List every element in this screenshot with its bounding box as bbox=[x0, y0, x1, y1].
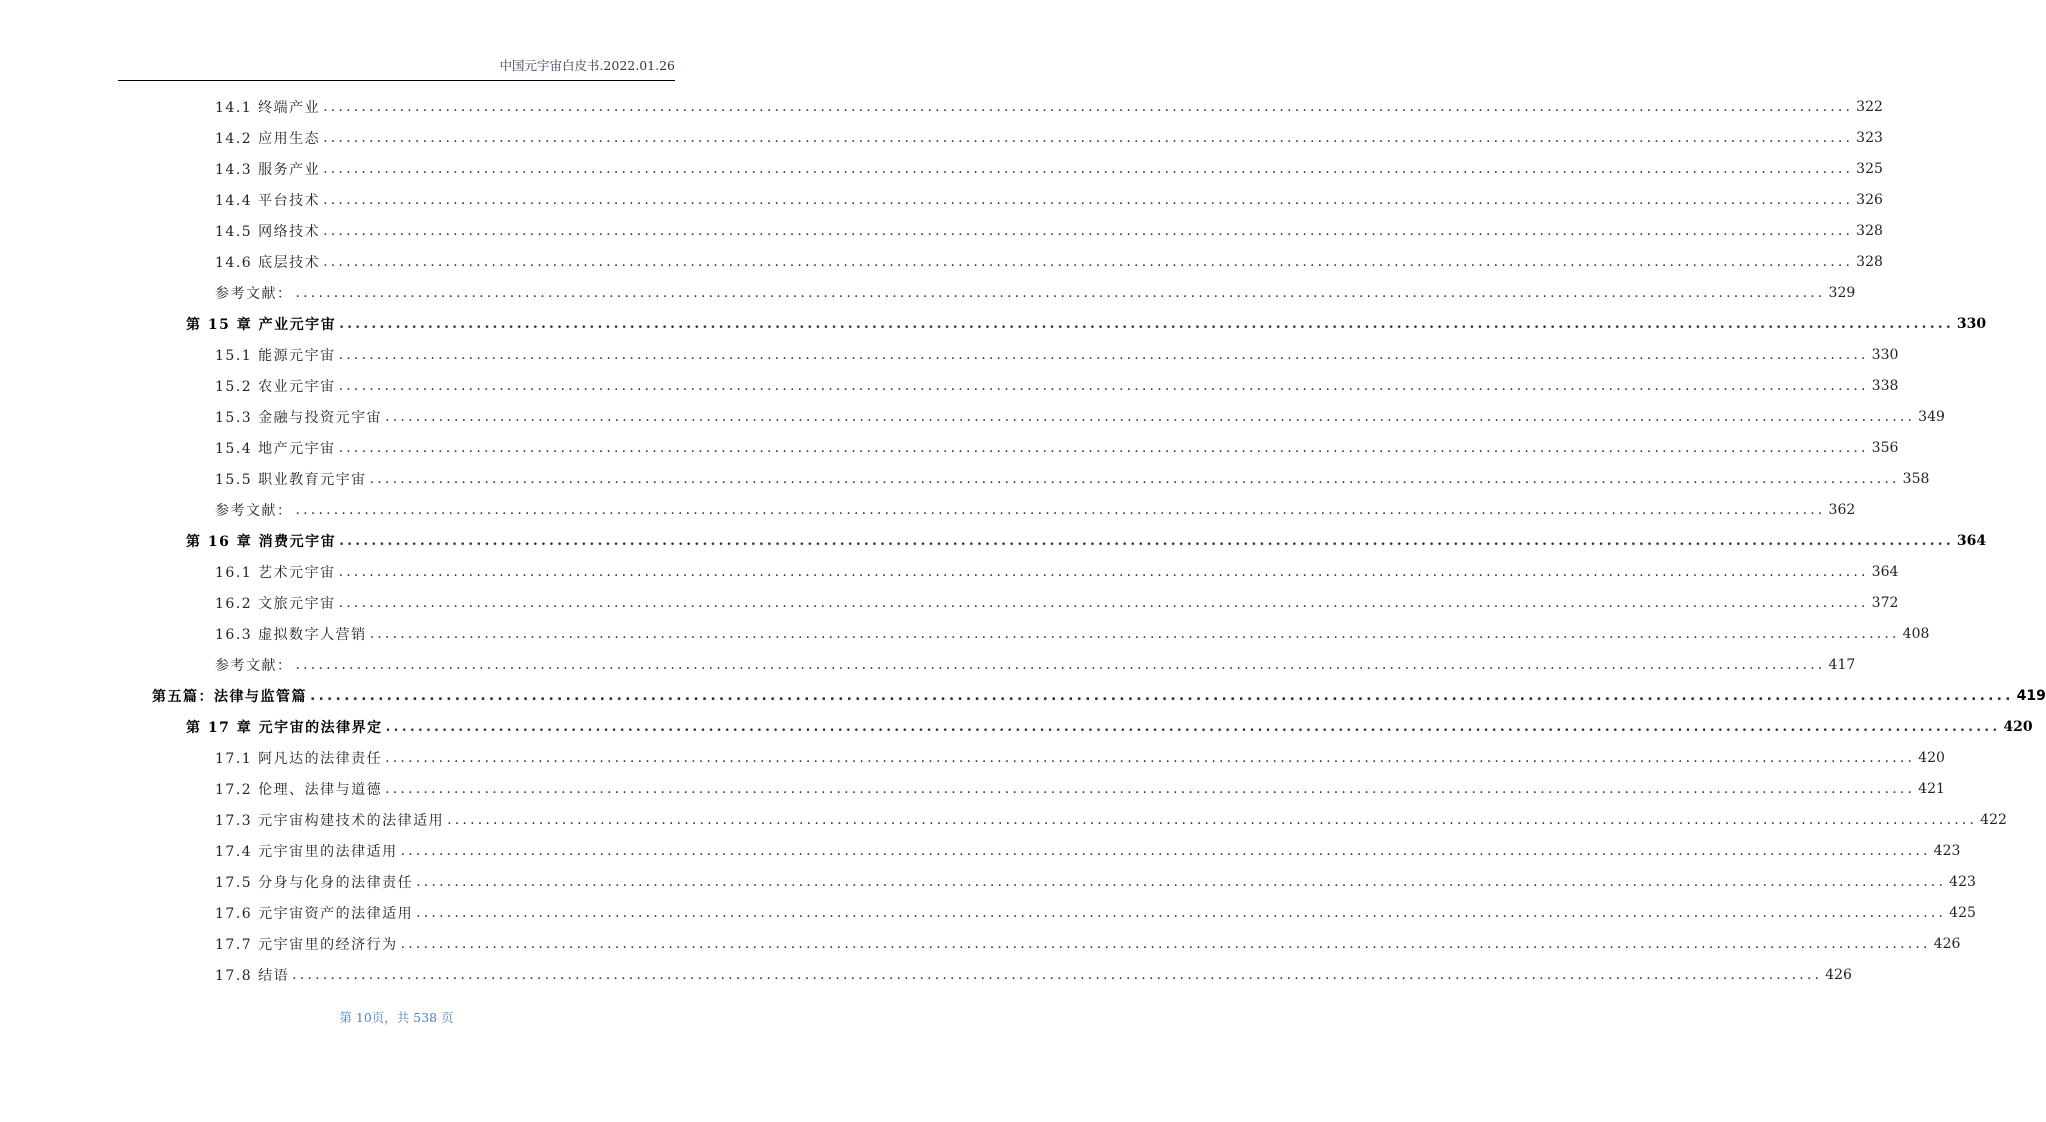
toc-entry-title: 第 16 章 消费元宇宙 bbox=[186, 533, 337, 550]
toc-entry-part[interactable] bbox=[152, 681, 2046, 712]
toc-entry-title: 16.3 虚拟数字人营销 bbox=[215, 627, 367, 643]
toc-entry-title: 17.3 元宇宙构建技术的法律适用 bbox=[215, 813, 445, 830]
toc-entry-sec[interactable] bbox=[215, 153, 1883, 184]
dot-leader: ........................................................................................................................................................................................................ bbox=[369, 470, 1900, 487]
toc-entry-page: 426 bbox=[1933, 936, 1961, 953]
toc-entry-title: 14.3 服务产业 bbox=[215, 161, 321, 178]
toc-entry-title: 15.2 农业元宇宙 bbox=[215, 378, 336, 395]
toc-entry-page: 417 bbox=[1828, 657, 1856, 674]
toc-entry-sec[interactable] bbox=[215, 401, 1945, 432]
toc-entry-title: 15.5 职业教育元宇宙 bbox=[215, 471, 367, 488]
dot-leader: ........................................................................................................................................................................................................ bbox=[295, 501, 1826, 518]
dot-leader: ........................................................................................................................................................................................................ bbox=[447, 812, 1978, 829]
toc-entry-title: 17.2 伦理、法律与道德 bbox=[215, 782, 383, 799]
toc-entry-sec[interactable] bbox=[215, 184, 1883, 215]
toc-entry-title: 15.4 地产元宇宙 bbox=[215, 440, 336, 457]
toc-entry-page: 358 bbox=[1902, 470, 1930, 487]
toc-entry-sec[interactable] bbox=[215, 774, 1945, 805]
toc-entry-title: 17.1 阿凡达的法律责任 bbox=[215, 751, 383, 768]
toc-entry-title: 14.2 应用生态 bbox=[215, 130, 321, 147]
dot-leader: ........................................................................................................................................................................................................ bbox=[310, 688, 2014, 705]
toc-entry-title: 17.8 结语 bbox=[215, 968, 290, 985]
dot-leader: ........................................................................................................................................................................................................ bbox=[338, 594, 1869, 611]
toc-entry-page: 408 bbox=[1902, 626, 1930, 642]
dot-leader: ........................................................................................................................................................................................................ bbox=[385, 781, 1916, 798]
toc-entry-sec[interactable] bbox=[215, 215, 1883, 246]
toc-entry-page: 420 bbox=[1918, 750, 1945, 767]
toc-entry-page: 420 bbox=[2003, 719, 2033, 736]
toc-entry-page: 419 bbox=[2016, 688, 2046, 705]
toc-entry-sec[interactable] bbox=[215, 339, 1899, 370]
dot-leader: ........................................................................................................................................................................................................ bbox=[400, 936, 1931, 953]
dot-leader: ........................................................................................................................................................................................................ bbox=[323, 253, 1854, 270]
toc-entry-title: 17.5 分身与化身的法律责任 bbox=[215, 875, 414, 892]
toc-entry-title: 14.4 平台技术 bbox=[215, 192, 321, 209]
toc-entry-sec[interactable] bbox=[215, 619, 1930, 650]
running-header: 中国元宇宙白皮书.2022.01.26 bbox=[499, 58, 675, 73]
toc-entry-page: 356 bbox=[1871, 439, 1899, 456]
toc-entry-sec[interactable] bbox=[215, 277, 1856, 308]
toc-entry-sec[interactable] bbox=[215, 370, 1899, 401]
toc-entry-title: 第五篇：法律与监管篇 bbox=[152, 689, 307, 706]
toc-entry-sec[interactable] bbox=[215, 867, 1976, 898]
toc-entry-page: 423 bbox=[1949, 874, 1976, 891]
toc-entry-title: 14.6 底层技术 bbox=[215, 254, 321, 271]
toc-entry-page: 362 bbox=[1828, 501, 1856, 518]
dot-leader: ........................................................................................................................................................................................................ bbox=[400, 843, 1931, 860]
toc-entry-title: 16.1 艺术元宇宙 bbox=[215, 564, 336, 581]
dot-leader: ........................................................................................................................................................................................................ bbox=[385, 719, 2001, 736]
dot-leader: ........................................................................................................................................................................................................ bbox=[339, 315, 1954, 332]
toc-entry-sec[interactable] bbox=[215, 587, 1899, 618]
toc-entry-title: 16.2 文旅元宇宙 bbox=[215, 595, 336, 612]
toc-entry-title: 14.5 网络技术 bbox=[215, 223, 321, 240]
toc-entry-title: 17.7 元宇宙里的经济行为 bbox=[215, 937, 398, 954]
toc-entry-page: 338 bbox=[1871, 377, 1899, 394]
header-divider bbox=[118, 80, 675, 81]
toc-entry-sec[interactable] bbox=[215, 929, 1961, 960]
toc-entry-page: 364 bbox=[1871, 563, 1899, 580]
dot-leader: ........................................................................................................................................................................................................ bbox=[338, 377, 1869, 394]
dot-leader: ........................................................................................................................................................................................................ bbox=[338, 563, 1869, 580]
toc-entry-chap[interactable] bbox=[186, 712, 2033, 743]
toc-entry-sec[interactable] bbox=[215, 494, 1856, 525]
toc-entry-title: 15.1 能源元宇宙 bbox=[215, 347, 336, 364]
toc-entry-page: 322 bbox=[1856, 98, 1883, 115]
toc-entry-page: 421 bbox=[1918, 781, 1945, 798]
toc-entry-page: 422 bbox=[1980, 812, 2007, 829]
toc-entry-page: 372 bbox=[1871, 594, 1899, 611]
toc-entry-page: 425 bbox=[1949, 905, 1976, 922]
dot-leader: ........................................................................................................................................................................................................ bbox=[323, 160, 1854, 177]
dot-leader: ........................................................................................................................................................................................................ bbox=[292, 967, 1823, 984]
dot-leader: ........................................................................................................................................................................................................ bbox=[323, 191, 1854, 208]
toc-entry-title: 第 15 章 产业元宇宙 bbox=[186, 316, 337, 333]
toc-entry-sec[interactable] bbox=[215, 960, 1852, 991]
toc-entry-page: 330 bbox=[1871, 346, 1899, 363]
toc-entry-page: 330 bbox=[1956, 315, 1987, 332]
toc-entry-page: 329 bbox=[1828, 284, 1856, 301]
dot-leader: ........................................................................................................................................................................................................ bbox=[339, 532, 1954, 549]
dot-leader: ........................................................................................................................................................................................................ bbox=[369, 626, 1900, 642]
dot-leader: ........................................................................................................................................................................................................ bbox=[338, 439, 1869, 456]
toc-entry-chap[interactable] bbox=[186, 525, 1987, 556]
toc-entry-title: 17.6 元宇宙资产的法律适用 bbox=[215, 906, 414, 923]
toc-entry-sec[interactable] bbox=[215, 122, 1883, 153]
toc-entry-sec[interactable] bbox=[215, 805, 2007, 836]
toc-entry-chap[interactable] bbox=[186, 308, 1987, 339]
toc-entry-page: 328 bbox=[1856, 222, 1883, 239]
toc-entry-title: 15.3 金融与投资元宇宙 bbox=[215, 409, 383, 426]
toc-entry-page: 364 bbox=[1956, 532, 1987, 549]
dot-leader: ........................................................................................................................................................................................................ bbox=[416, 905, 1947, 922]
toc-entry-title: 参考文献： bbox=[215, 285, 293, 302]
toc-entry-title: 参考文献： bbox=[215, 502, 293, 519]
dot-leader: ........................................................................................................................................................................................................ bbox=[385, 408, 1916, 425]
toc-entry-page: 323 bbox=[1856, 129, 1883, 146]
toc-entry-page: 426 bbox=[1825, 967, 1852, 984]
toc-entry-page: 328 bbox=[1856, 253, 1883, 270]
toc-entry-sec[interactable] bbox=[215, 556, 1899, 587]
dot-leader: ........................................................................................................................................................................................................ bbox=[323, 129, 1854, 146]
toc-entry-sec[interactable] bbox=[215, 650, 1856, 681]
toc-entry-title: 17.4 元宇宙里的法律适用 bbox=[215, 844, 398, 861]
toc-entry-sec[interactable] bbox=[215, 432, 1899, 463]
toc-entry-sec[interactable] bbox=[215, 246, 1883, 277]
toc-entry-title: 参考文献： bbox=[215, 658, 293, 675]
dot-leader: ........................................................................................................................................................................................................ bbox=[323, 98, 1854, 115]
toc-entry-page: 349 bbox=[1918, 408, 1945, 425]
toc-entry-sec[interactable] bbox=[215, 836, 1961, 867]
toc-entry-title: 14.1 终端产业 bbox=[215, 99, 321, 116]
toc-entry-page: 326 bbox=[1856, 191, 1883, 208]
toc-entry-page: 423 bbox=[1933, 843, 1961, 860]
toc-entry-sec[interactable] bbox=[215, 743, 1945, 774]
dot-leader: ........................................................................................................................................................................................................ bbox=[416, 874, 1947, 891]
dot-leader: ........................................................................................................................................................................................................ bbox=[323, 222, 1854, 239]
dot-leader: ........................................................................................................................................................................................................ bbox=[385, 750, 1916, 767]
page-number-footer: 第 10页，共 538 页 bbox=[339, 1010, 454, 1025]
toc-entry-sec[interactable] bbox=[215, 463, 1930, 494]
toc-entry-sec[interactable] bbox=[215, 898, 1976, 929]
dot-leader: ........................................................................................................................................................................................................ bbox=[295, 284, 1826, 301]
toc-entry-title: 第 17 章 元宇宙的法律界定 bbox=[186, 720, 383, 737]
dot-leader: ........................................................................................................................................................................................................ bbox=[295, 657, 1826, 674]
dot-leader: ........................................................................................................................................................................................................ bbox=[338, 346, 1869, 363]
toc-entry-sec[interactable] bbox=[215, 91, 1883, 122]
toc-entry-page: 325 bbox=[1856, 160, 1883, 177]
